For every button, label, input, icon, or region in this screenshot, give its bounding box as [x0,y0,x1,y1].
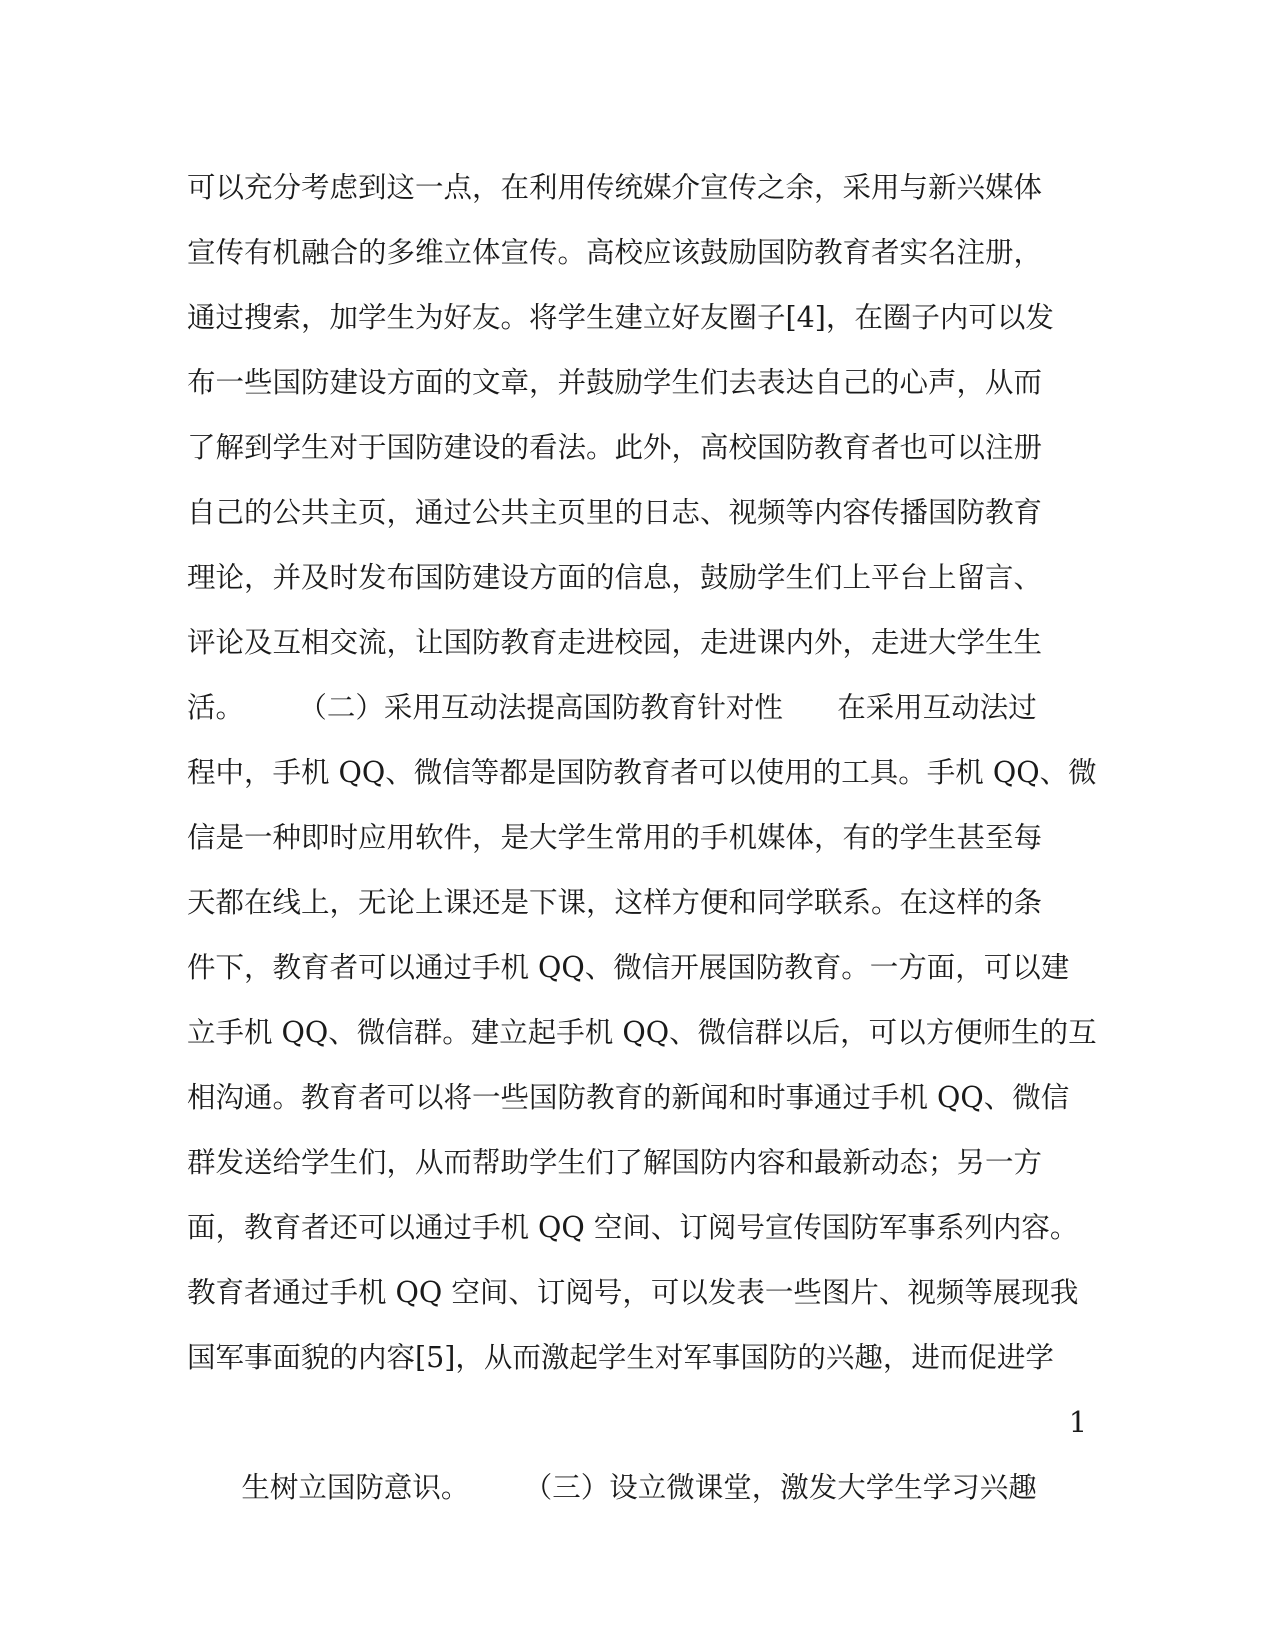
text-line: 生树立国防意识。 （三）设立微课堂，激发大学生学习兴趣 [241,1471,1037,1504]
text-line: 可以充分考虑到这一点，在利用传统媒介宣传之余，采用与新兴媒体 [187,171,1043,204]
page-number: 1 [1068,1406,1087,1439]
last-text-line [187,1390,1087,1504]
text-line: 评论及互相交流，让国防教育走进校园，走进课内外，走进大学生生 [187,626,1043,659]
text-line: 面，教育者还可以通过手机 QQ 空间、订阅号宣传国防军事系列内容。 [187,1211,1079,1244]
text-line: 群发送给学生们，从而帮助学生们了解国防内容和最新动态；另一方 [187,1146,1043,1179]
body-text [187,155,1097,1504]
text-line: 了解到学生对于国防建设的看法。此外，高校国防教育者也可以注册 [187,431,1043,464]
text-line: 布一些国防建设方面的文章，并鼓励学生们去表达自己的心声，从而 [187,366,1043,399]
text-line: 理论，并及时发布国防建设方面的信息，鼓励学生们上平台上留言、 [187,561,1043,594]
text-line: 活。 （二）采用互动法提高国防教育针对性 在采用互动法过 [187,691,1037,724]
text-line: 立手机 QQ、微信群。建立起手机 QQ、微信群以后，可以方便师生的互 [187,1016,1097,1049]
text-line: 信是一种即时应用软件，是大学生常用的手机媒体，有的学生甚至每 [187,821,1043,854]
text-line: 相沟通。教育者可以将一些国防教育的新闻和时事通过手机 QQ、微信 [187,1081,1070,1114]
text-line: 天都在线上，无论上课还是下课，这样方便和同学联系。在这样的条 [187,886,1043,919]
text-line: 教育者通过手机 QQ 空间、订阅号，可以发表一些图片、视频等展现我 [187,1276,1079,1309]
text-line: 通过搜索，加学生为好友。将学生建立好友圈子[4]，在圈子内可以发 [187,301,1054,334]
text-line: 国军事面貌的内容[5]，从而激起学生对军事国防的兴趣，进而促进学 [187,1341,1054,1374]
text-line: 宣传有机融合的多维立体宣传。高校应该鼓励国防教育者实名注册， [187,236,1043,269]
text-line: 件下，教育者可以通过手机 QQ、微信开展国防教育。一方面，可以建 [187,951,1070,984]
text-line: 程中，手机 QQ、微信等都是国防教育者可以使用的工具。手机 QQ、微 [187,756,1097,789]
text-line: 自己的公共主页，通过公共主页里的日志、视频等内容传播国防教育 [187,496,1043,529]
